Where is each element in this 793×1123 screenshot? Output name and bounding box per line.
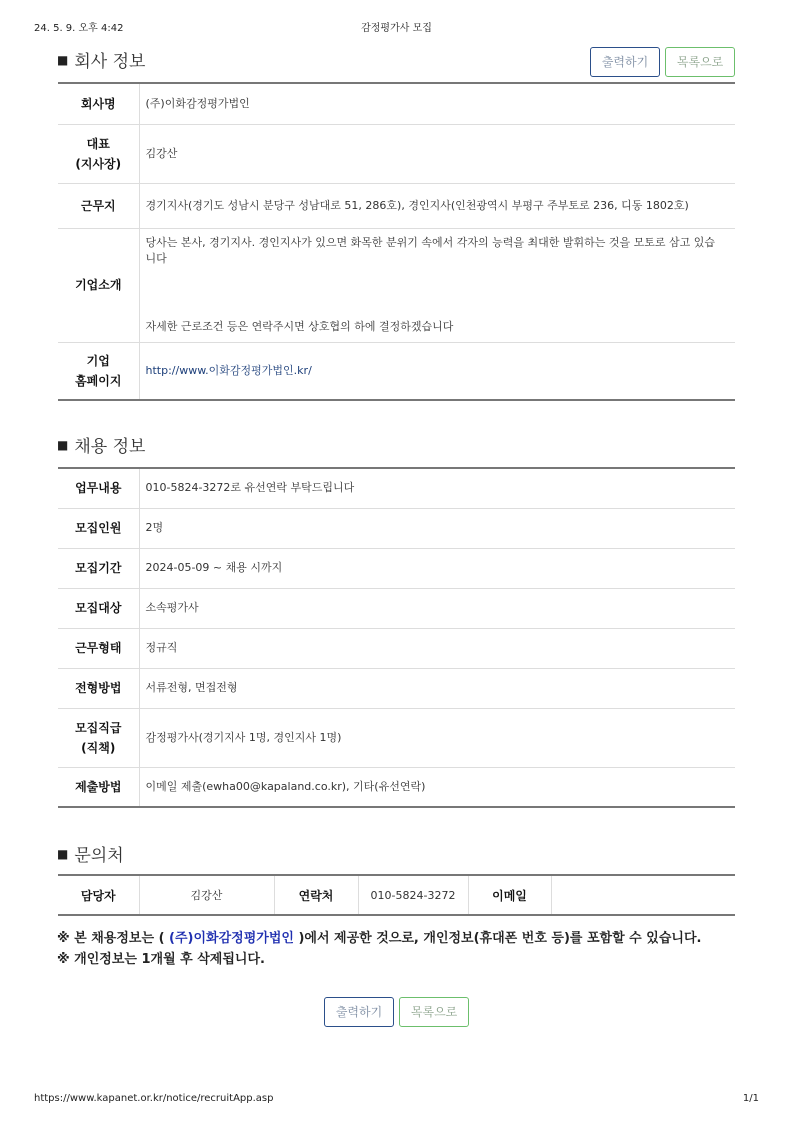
top-button-group <box>590 47 735 77</box>
headcount-row <box>58 508 735 548</box>
recruit-info-table <box>58 467 735 808</box>
homepage-link[interactable]: http://www.이화감정평가법인.kr/ <box>145 363 312 377</box>
period-row <box>58 548 735 588</box>
company-name-value: (주)이화감정평가법인 <box>139 83 735 124</box>
bottom-button-group <box>324 997 469 1027</box>
phone-value: 010-5824-3272 <box>358 875 468 915</box>
duty-value: 010-5824-3272로 유선연락 부탁드립니다 <box>139 468 735 508</box>
homepage-value <box>139 342 735 400</box>
contact-row <box>58 875 735 915</box>
location-label: 근무지 <box>58 183 139 228</box>
position-label: 모집직급 (직책) <box>58 708 139 767</box>
method-row <box>58 668 735 708</box>
intro-row <box>58 228 735 342</box>
target-row <box>58 588 735 628</box>
print-date: 24. 5. 9. 오후 4:42 <box>34 23 124 34</box>
company-section-title: ■ 회사 정보 <box>57 52 146 72</box>
duty-label: 업무내용 <box>58 468 139 508</box>
contact-table <box>58 874 735 916</box>
intro-label: 기업소개 <box>58 228 139 342</box>
list-button-top[interactable]: 목록으로 <box>665 47 735 77</box>
manager-label: 담당자 <box>58 875 139 915</box>
notice-line1: ※ 본 채용정보는 ( (주)이화감정평가법인 )에서 제공한 것으로, 개인정보(휴대폰 번호 등)를 포함할 수 있습니다. <box>57 931 702 946</box>
list-button-bottom[interactable]: 목록으로 <box>399 997 469 1027</box>
print-button-top[interactable]: 출력하기 <box>590 47 660 77</box>
homepage-label: 기업 홈페이지 <box>58 342 139 400</box>
submit-row <box>58 767 735 807</box>
method-label: 전형방법 <box>58 668 139 708</box>
period-label: 모집기간 <box>58 548 139 588</box>
duty-row <box>58 468 735 508</box>
target-value: 소속평가사 <box>139 588 735 628</box>
ceo-value: 김강산 <box>139 124 735 183</box>
privacy-notice <box>57 928 737 970</box>
submit-value: 이메일 제출(ewha00@kapaland.co.kr), 기타(유선연락) <box>145 779 426 793</box>
location-row <box>58 183 735 228</box>
position-row <box>58 708 735 767</box>
email-value <box>551 875 735 915</box>
notice-line2: ※ 개인정보는 1개월 후 삭제됩니다. <box>57 952 265 967</box>
square-bullet-icon: ■ <box>57 52 69 67</box>
headcount-value: 2명 <box>139 508 735 548</box>
location-value: 경기지사(경기도 성남시 분당구 성남대로 51, 286호), 경인지사(인천광역시 부평구 주부토로 236, 디동 1802호) <box>139 183 735 228</box>
email-label: 이메일 <box>468 875 551 915</box>
intro-line2: 자세한 근로조건 등은 연락주시면 상호협의 하에 결정하겠습니다 <box>145 319 454 333</box>
manager-value: 김강산 <box>139 875 274 915</box>
intro-value <box>139 228 735 342</box>
contact-section-title: ■ 문의처 <box>57 846 124 866</box>
print-header <box>34 19 759 35</box>
headcount-label: 모집인원 <box>58 508 139 548</box>
print-footer <box>34 1093 759 1109</box>
type-value: 정규직 <box>139 628 735 668</box>
period-value: 2024-05-09 ~ 채용 시까지 <box>139 548 735 588</box>
company-info-table <box>58 82 735 401</box>
square-bullet-icon: ■ <box>57 437 69 452</box>
method-value: 서류전형, 면접전형 <box>139 668 735 708</box>
recruit-section-title: ■ 채용 정보 <box>57 437 146 457</box>
notice-company: (주)이화감정평가법인 <box>169 931 294 946</box>
ceo-label: 대표 (지사장) <box>58 124 139 183</box>
submit-label: 제출방법 <box>58 767 139 807</box>
page-number: 1/1 <box>742 1093 759 1104</box>
position-value: 감정평가사(경기지사 1명, 경인지사 1명) <box>139 708 735 767</box>
type-label: 근무형태 <box>58 628 139 668</box>
print-button-bottom[interactable]: 출력하기 <box>324 997 394 1027</box>
page-url: https://www.kapanet.or.kr/notice/recruitApp.asp <box>34 1093 274 1104</box>
ceo-row <box>58 124 735 183</box>
homepage-row <box>58 342 735 400</box>
phone-label: 연락처 <box>274 875 358 915</box>
type-row <box>58 628 735 668</box>
company-name-row <box>58 83 735 124</box>
intro-line1: 당사는 본사, 경기지사. 경인지사가 있으면 화목한 분위기 속에서 각자의 능력을 최대한 발휘하는 것을 모토로 삼고 있습니다 <box>145 235 715 265</box>
company-name-label: 회사명 <box>58 83 139 124</box>
target-label: 모집대상 <box>58 588 139 628</box>
print-title: 감정평가사 모집 <box>361 23 432 34</box>
square-bullet-icon: ■ <box>57 846 69 861</box>
